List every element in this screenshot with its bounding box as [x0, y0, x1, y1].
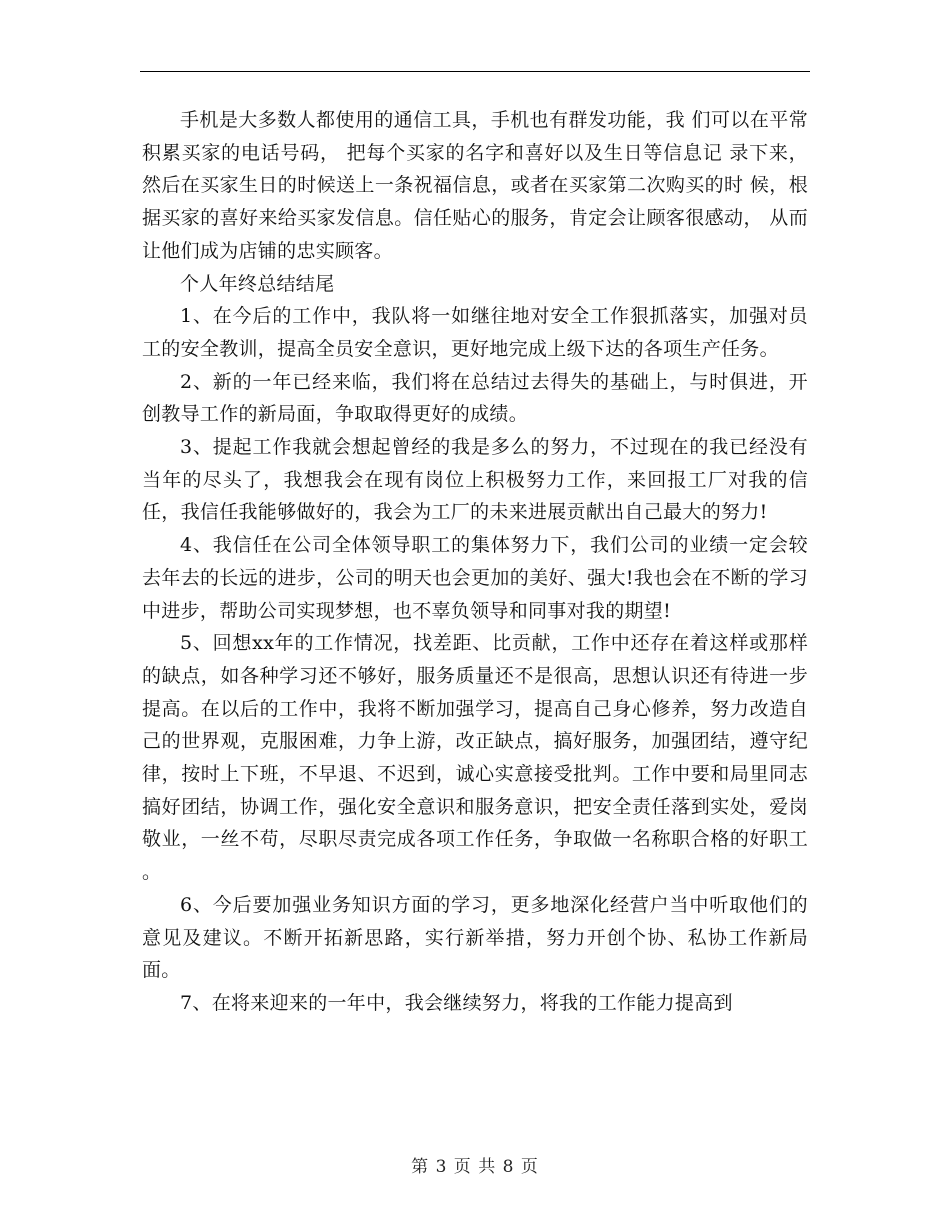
paragraph-intro: 手机是大多数人都使用的通信工具，手机也有群发功能，我 们可以在平常积累买家的电话号码， 把每个买家的名字和喜好以及生日等信息记 录下来，然后在买家生日的时候送上一条祝福信息，或者在买家第二次购买的时 候，根据买家的喜好来给买家发信息。信任贴心的服务，肯定会让顾客很感动， 从而让他们成为店铺的忠实顾客。 — [142, 109, 808, 262]
paragraph-item-2: 2、新的一年已经来临，我们将在总结过去得失的基础上，与时俱进，开创教导工作的新局面，争取取得更好的成绩。 — [142, 370, 808, 426]
paragraph-item-5: 5、回想xx年的工作情况，找差距、比贡献，工作中还存在着这样或那样的缺点，如各种学习还不够好，服务质量还不是很高，思想认识还有待进一步提高。在以后的工作中，我将不断加强学习，提高自己身心修养，努力改造自己的世界观，克服困难，力争上游，改正缺点，搞好服务，加强团结，遵守纪律，按时上下班，不早退、不迟到，诚心实意接受批判。工作中要和局里同志搞好团结，协调工作，强化安全意识和服务意识，把安全责任落到实处，爱岗敬业，一丝不苟，尽职尽责完成各项工作任务，争取做一名称职合格的好职工 。 — [142, 632, 808, 884]
section-heading: 个人年终总结结尾 — [180, 272, 335, 295]
paragraph-item-6: 6、今后要加强业务知识方面的学习，更多地深化经营户当中听取他们的意见及建议。不断开拓新思路，实行新举措，努力开创个协、私协工作新局面。 — [142, 893, 808, 982]
paragraph-item-4: 4、我信任在公司全体领导职工的集体努力下，我们公司的业绩一定会较去年去的长远的进步，公司的明天也会更加的美好、强大!我也会在不断的学习中进步，帮助公司实现梦想，也不辜负领导和同事对我的期望! — [142, 534, 808, 622]
paragraph-item-3: 3、提起工作我就会想起曾经的我是多么的努力，不过现在的我已经没有当年的尽头了，我想我会在现有岗位上积极努力工作，来回报工厂对我的信任，我信任我能够做好的，我会为工厂的未来进展贡献出自己最大的努力! — [142, 436, 808, 524]
paragraph-item-7: 7、在将来迎来的一年中，我会继续努力，将我的工作能力提高到 — [180, 991, 733, 1014]
paragraph-item-1: 1、在今后的工作中，我队将一如继往地对安全工作狠抓落实，加强对员工的安全教训，提高全员安全意识，更好地完成上级下达的各项生产任务。 — [142, 305, 808, 360]
header-rule — [140, 71, 810, 72]
page-number-footer: 第 3 页 共 8 页 — [411, 1157, 539, 1177]
document-body — [142, 104, 808, 1020]
